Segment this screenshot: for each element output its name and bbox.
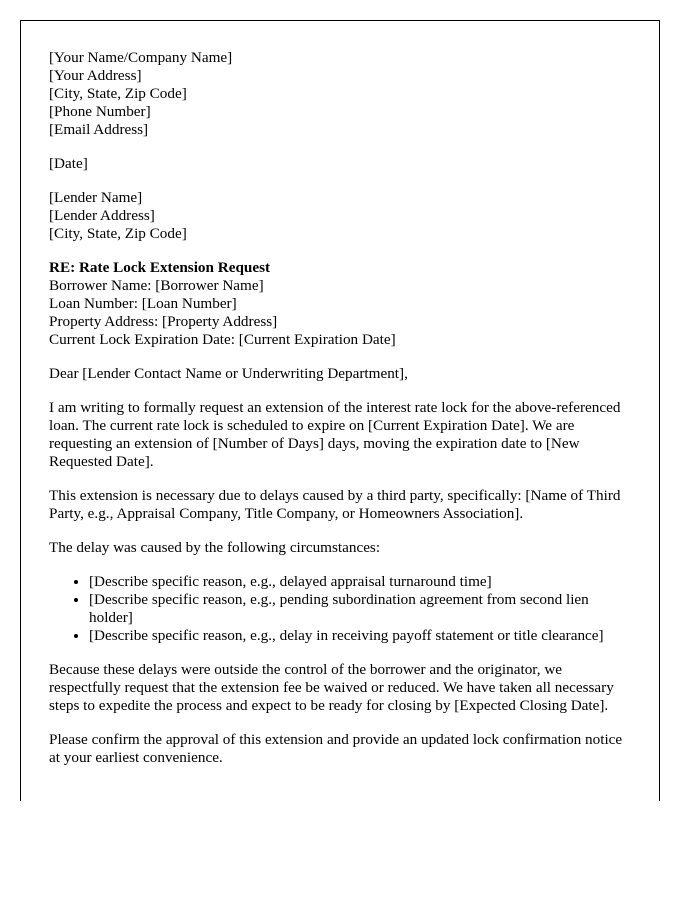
reason-list-item: • [Describe specific reason, e.g., pending subordination agreement from second lien holder] [89,591,633,627]
sender-phone: [Phone Number] [49,103,151,120]
reason-list-item: • [Describe specific reason, e.g., delay in receiving payoff statement or title clearance] [89,627,633,645]
sender-email: [Email Address] [49,121,149,138]
sender-name: [Your Name/Company Name] [49,49,233,66]
body-paragraph-third-party: This extension is necessary due to delays caused by a third party, specifically: [Name of Third Party, e.g., Appraisal Company, Title Company, or Homeowners Association]. [49,487,621,522]
sender-city-state-zip: [City, State, Zip Code] [49,85,187,102]
letter-date: [Date] [49,155,88,172]
sender-address: [Your Address] [49,67,142,84]
letter-page [20,20,660,801]
reasons-list [49,573,633,645]
subject-block [49,259,633,349]
body-paragraph-request: I am writing to formally request an extension of the interest rate lock for the above-referenced loan. The current rate lock is scheduled to expire on [Current Expiration Date]. We are requesting an extension of [Number of Days] days, moving the expiration date to [New Requested Date]. [49,399,621,470]
sender-block [49,49,633,139]
date-block [49,155,633,173]
subject-property: Property Address: [Property Address] [49,313,278,330]
subject-expiration: Current Lock Expiration Date: [Current Expiration Date] [49,331,396,348]
recipient-city-state-zip: [City, State, Zip Code] [49,225,187,242]
body-paragraph-fee-waiver: Because these delays were outside the control of the borrower and the originator, we respectfully request that the extension fee be waived or reduced. We have taken all necessary steps to expedite the process and expect to be ready for closing by [Expected Closing Date]. [49,661,614,714]
recipient-address: [Lender Address] [49,207,155,224]
body-paragraph-confirmation: Please confirm the approval of this extension and provide an updated lock confirmation notice at your earliest convenience. [49,731,623,766]
subject-borrower: Borrower Name: [Borrower Name] [49,277,264,294]
salutation: Dear [Lender Contact Name or Underwriting Department], [49,365,408,382]
subject-loan-number: Loan Number: [Loan Number] [49,295,237,312]
recipient-block [49,189,633,243]
reason-list-item: • [Describe specific reason, e.g., delayed appraisal turnaround time] [89,573,633,591]
recipient-name: [Lender Name] [49,189,143,206]
subject-heading: RE: Rate Lock Extension Request [49,259,271,276]
body-paragraph-circumstances: The delay was caused by the following circumstances: [49,539,381,556]
